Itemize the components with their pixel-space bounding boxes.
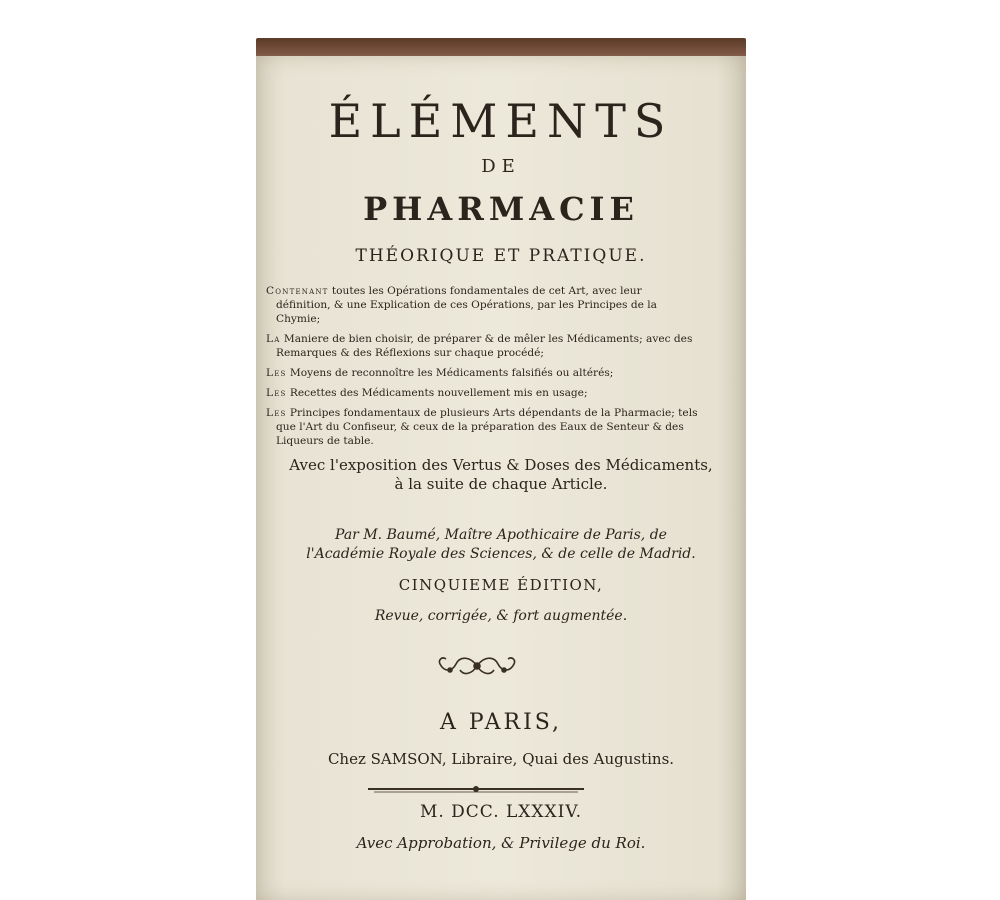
title-page [256,56,746,900]
imprint-date: M. DCC. LXXXIV. [419,802,583,822]
contents-item [266,366,698,380]
contents-item [266,386,698,400]
title-line-1: ÉLÉMENTS [328,94,674,148]
title-line-2: DE [481,156,521,177]
book [256,38,746,900]
vertus-doses-note [256,456,746,494]
title-line-4: THÉORIQUE ET PRATIQUE. [355,246,647,266]
title-line-3: PHARMACIE [363,190,639,228]
contents-item [266,284,698,326]
contents-item-lead: Contenant [266,285,329,297]
contents-item-text: Moyens de reconnoître les Médicaments falsifiés ou altérés; [286,367,614,379]
author-line-2: l'Académie Royale des Sciences, & de celle de Madrid. [306,546,696,562]
author-line-1: Par M. Baumé, Maître Apothicaire de Paris, de [335,527,667,543]
contents-item-lead: La [266,333,281,345]
author-block [256,526,746,564]
contents-item [266,332,698,360]
contents-item-text: toutes les Opérations fondamentales de cet Art, avec leur définition, & une Explication de ces Opérations, par les Principes de la Chymie; [276,285,657,325]
contents-item-lead: Les [266,387,287,399]
edition: CINQUIEME ÉDITION, [398,576,604,594]
contents-item-lead: Les [266,407,287,419]
contents-item-lead: Les [266,367,287,379]
contents-item-text: Recettes des Médicaments nouvellement mis en usage; [286,387,588,399]
contents-item-text: Principes fondamentaux de plusieurs Arts dépendants de la Pharmacie; tels que l'Art du Confiseur, & ceux de la préparation des Eaux de Senteur & des Liqueurs de table. [276,407,698,447]
revision-note: Revue, corrigée, & fort augmentée. [374,608,628,624]
contents-list [266,284,698,454]
floral-ornament-icon [432,650,522,682]
contents-item-text: Maniere de bien choisir, de préparer & de mêler les Médicaments; avec des Remarques & des Réflexions sur chaque procédé; [276,333,693,359]
contents-item [266,406,698,448]
imprint-publisher: Chez SAMSON, Libraire, Quai des Augustins. [327,750,675,768]
vertus-doses-line-1: Avec l'exposition des Vertus & Doses des Médicaments, [289,456,713,474]
imprint-place: A PARIS, [439,710,563,735]
decorative-rule-icon [364,784,588,794]
approbation-note: Avec Approbation, & Privilege du Roi. [356,834,646,852]
vertus-doses-line-2: à la suite de chaque Article. [394,475,608,493]
